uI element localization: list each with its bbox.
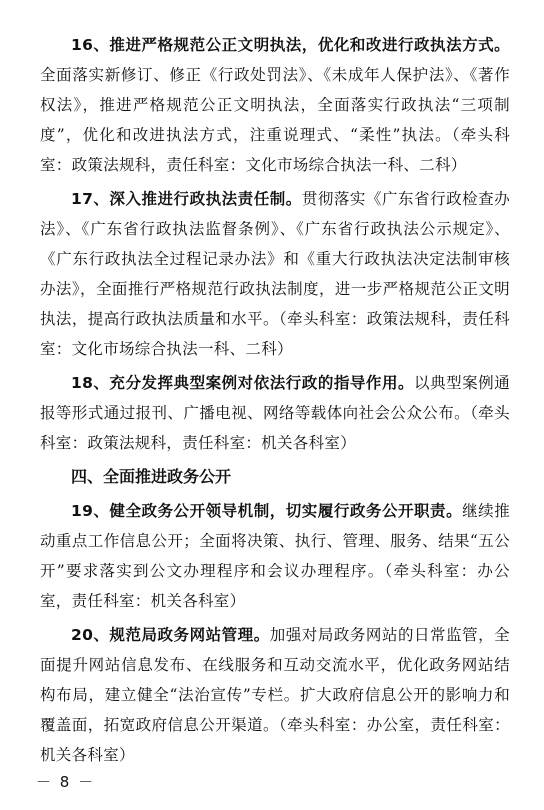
- paragraph-20-heading: 20、规范局政务网站管理。: [71, 626, 270, 644]
- paragraph-19-heading: 19、健全政务公开领导机制，切实履行政务公开职责。: [71, 502, 463, 520]
- paragraph-20-body: 加强对局政务网站的日常监管，全面提升网站信息发布、在线服务和互动交流水平，优化政务网站结构布局，建立健全“法治宣传”专栏。扩大政府信息公开的影响力和覆盖面，拓宽政府信息公开渠道。（牵头科室：办公室，责任科室：机关各科室）: [40, 626, 510, 764]
- document-page: [40, 30, 510, 774]
- paragraph-17-body: 贯彻落实《广东省行政检查办法》、《广东省行政执法监督条例》、《广东省行政执法公示规定》、《广东行政执法全过程记录办法》和《重大行政执法决定法制审核办法》，全面推行严格规范行政执法制度，进一步严格规范公正文明执法，提高行政执法质量和水平。（牵头科室：政策法规科，责任科室：文化市场综合执法一科、二科）: [40, 190, 510, 358]
- paragraph-16-heading: 16、推进严格规范公正文明执法，优化和改进行政执法方式。: [71, 36, 510, 54]
- paragraph-18-heading: 18、充分发挥典型案例对依法行政的指导作用。: [71, 374, 415, 392]
- paragraph-18: [40, 368, 510, 458]
- paragraph-19: [40, 496, 510, 616]
- paragraph-20: [40, 620, 510, 770]
- page-number: － 8 －: [36, 773, 96, 791]
- paragraph-18-body: 以典型案例通报等形式通过报刊、广播电视、网络等载体向社会公众公布。（牵头科室：政策法规科，责任科室：机关各科室）: [40, 374, 510, 452]
- paragraph-17: [40, 184, 510, 364]
- paragraph-19-body: 继续推动重点工作信息公开；全面将决策、执行、管理、服务、结果“五公开”要求落实到公文办理程序和会议办理程序。（牵头科室：办公室，责任科室：机关各科室）: [40, 502, 510, 610]
- section-title: 四、全面推进政务公开: [71, 467, 232, 486]
- paragraph-17-heading: 17、深入推进行政执法责任制。: [71, 190, 302, 208]
- paragraph-16-body: 全面落实新修订、修正《行政处罚法》、《未成年人保护法》、《著作权法》，推进严格规范公正文明执法，全面落实行政执法“三项制度”，优化和改进执法方式，注重说理式、“柔性”执法。（牵头科室：政策法规科，责任科室：文化市场综合执法一科、二科）: [40, 66, 510, 174]
- paragraph-16: [40, 30, 510, 180]
